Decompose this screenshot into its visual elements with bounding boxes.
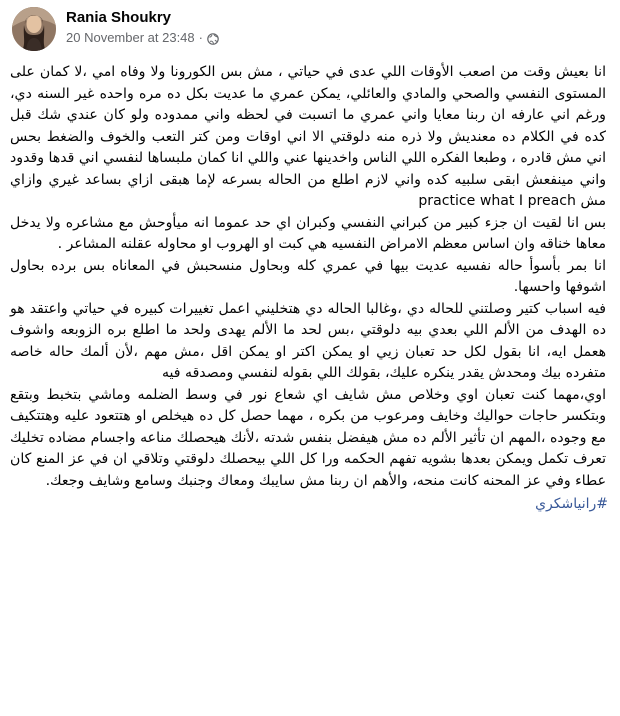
post-meta [66,6,219,47]
post-hashtag[interactable]: #رانياشكري [535,496,608,512]
post-paragraph: بس انا لقيت ان جزء كبير من كبراني النفسي وكبران اي حد عموما انه ميأوحش مع مشاعره ولا يدخل معاها خناقه وان اساس معظم الامراض النفسيه هي كبت او الهروب او محاوله عقلنه المشاعر . [10,214,606,252]
post-paragraph: فيه اسباب كتير وصلتني للحاله دي ،وغالبا الحاله دي هتخليني اعمل تغييرات كبيره في حياتي واعتقد هو ده الهدف من الألم اللي بعدي بيه دلوقتي ،بس لحد ما الألم يهدى ولحد ما اطلع بره الزوبعه واشوف هعمل ايه، انا بقول لكل حد تعبان زيي او يمكن اكتر او يمكن اقل ،مش مهم ،لأن ألمك حاله خاصه متفرده بيك ومحدش يقدر ينكره عليك، بقولك اللي بقوله لنفسي ومصدقه فيه [10,300,606,381]
post-paragraph: اوي،مهما كنت تعبان اوي وخلاص مش شايف اي شعاع نور في وسط الضلمه وماشي بتخبط وبتقع وبتكسر حاجات حواليك وخايف ومرعوب من بكره ، مهما حصل كل ده هيخلص او هتتعود عليه وهتتكيف مع وجوده ،المهم ان تأثير الألم ده مش هيفضل بنفس شدته ،لأنك هيحصلك مناعه واجسام مضاده تخليك تعرف تكمل ويمكن بعدها بشويه تفهم الحكمه ورا كل اللي بيحصلك دلوقتي وتلاقي ان في عز المنع كان عطاء وفي عز المحنه كانت منحه، والأهم ان ربنا مش سايبك ومعاك وجنبك وسامع وشايف وجعك. [10,386,606,489]
meta-separator: · [198,30,203,45]
post-body [0,52,620,492]
post-paragraph: انا بمر بأسوأ حاله نفسيه عديت بيها في عمري كله وبحاول منسحبش في المعاناه بس برده بحاول اشوفها واحسها. [10,257,606,295]
avatar-portrait-icon [12,7,56,51]
author-avatar[interactable] [12,7,56,51]
post-paragraph: انا بعيش وقت من اصعب الأوقات اللي عدى في حياتي ، مش بس الكورونا ولا وفاه امي ،لا كمان على المستوى النفسي والصحي والمادي والعائلي، يمكن عمري ما عديت بكل ده مره واحده غير السنه دي، ورغم اني عارفه ان ربنا معايا واني عمري ما اتسبت في لحظه واني ممدوده ولو كان عندي شك قبل كده في الكلام ده معنديش ولا ذره منه دلوقتي الا اني اوقات ومن كتر التعب والخوف والضغط بحس اني مش قادره ، وطبعا الفكره اللي الناس واخدينها عني واللي انا كمان ملبساها لنفسي اني قدها وقدود واني مينفعش ابقى سلبيه كده واني لازم اطلع من الحاله بسرعه لإما هبقى ازاي بساعد غيري وازاي مش practice what I preach [10,64,606,209]
globe-icon[interactable] [207,32,219,44]
author-name[interactable]: Rania Shoukry [66,9,172,26]
post-timestamp[interactable]: 20 November at 23:48 [66,30,195,45]
post-header [0,0,620,52]
post-subline [66,29,219,47]
